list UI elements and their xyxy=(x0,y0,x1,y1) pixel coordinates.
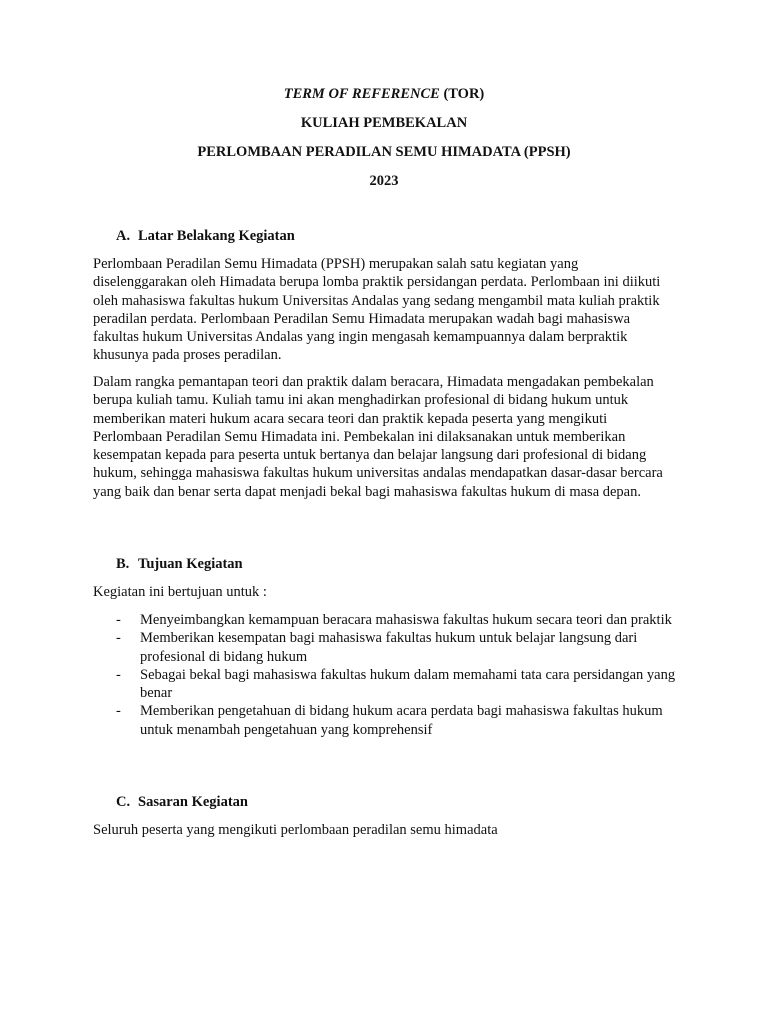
list-item xyxy=(116,629,676,666)
list-item xyxy=(116,611,676,629)
list-bullet: - xyxy=(116,612,121,628)
section-b-list xyxy=(116,611,676,739)
section-b-intro: Kegiatan ini bertujuan untuk : xyxy=(93,584,267,600)
section-c-title: Sasaran Kegiatan xyxy=(138,794,248,810)
list-item xyxy=(116,702,676,739)
title-line-2: KULIAH PEMBEKALAN xyxy=(300,115,468,131)
list-item-text: Menyeimbangkan kemampuan beracara mahasiswa fakultas hukum secara teori dan praktik xyxy=(140,612,672,628)
title-line-3: PERLOMBAAN PERADILAN SEMU HIMADATA (PPSH) xyxy=(197,144,571,160)
list-bullet: - xyxy=(116,703,121,720)
section-a-paragraph-1: Perlombaan Peradilan Semu Himadata (PPSH) merupakan salah satu kegiatan yang diselenggarakan oleh Himadata berupa lomba praktik persidangan perdata. Perlombaan ini diikuti oleh mahasiswa fakultas hukum Universitas Andalas yang sedang mengambil mata kuliah praktik peradilan perdata. Perlombaan Peradilan Semu Himadata merupakan wadah bagi mahasiswa fakultas hukum Universitas Andalas yang ingin mengasah kemampuannya dalam berpraktik khusunya pada proses peradilan. xyxy=(93,256,661,364)
list-item-text: Memberikan kesempatan bagi mahasiswa fakultas hukum untuk belajar langsung dari profesional di bidang hukum xyxy=(140,630,638,665)
list-bullet: - xyxy=(116,666,121,683)
title-italic: TERM OF REFERENCE xyxy=(283,86,440,102)
section-c-letter: C. xyxy=(116,794,131,810)
title-tor: (TOR) xyxy=(439,86,485,102)
section-b-heading xyxy=(116,556,243,573)
section-c-heading xyxy=(116,794,248,811)
section-a-heading xyxy=(116,228,295,245)
list-item xyxy=(116,666,676,703)
section-b-title: Tujuan Kegiatan xyxy=(138,556,243,572)
title-year: 2023 xyxy=(369,173,399,189)
section-a-title: Latar Belakang Kegiatan xyxy=(138,228,295,244)
list-item-text: Sebagai bekal bagi mahasiswa fakultas hukum dalam memahami tata cara persidangan yang benar xyxy=(140,666,676,702)
section-a-paragraph-2: Dalam rangka pemantapan teori dan praktik dalam beracara, Himadata mengadakan pembekalan berupa kuliah tamu. Kuliah tamu ini akan menghadirkan profesional di bidang hukum untuk memberikan materi hukum acara secara teori dan praktik kepada peserta yang mengikuti Perlombaan Peradilan Semu Himadata ini. Pembekalan ini dilaksanakan untuk memberikan kesempatan kepada para peserta untuk bertanya dan belajar langsung dari profesional di bidang hukum, sehingga mahasiswa fakultas hukum universitas andalas mendapatkan dasar-dasar bercara yang baik dan benar serta dapat menjadi bekal bagi mahasiswa fakultas hukum di masa depan. xyxy=(93,374,663,500)
list-item-text: Memberikan pengetahuan di bidang hukum acara perdata bagi mahasiswa fakultas hukum untuk menambah pengetahuan yang komprehensif xyxy=(140,703,663,738)
title-line-1 xyxy=(0,86,768,103)
title-block xyxy=(0,86,768,202)
section-a-letter: A. xyxy=(116,228,131,244)
section-b-letter: B. xyxy=(116,556,130,572)
section-c-paragraph: Seluruh peserta yang mengikuti perlombaan peradilan semu himadata xyxy=(93,822,498,838)
list-bullet: - xyxy=(116,630,121,647)
